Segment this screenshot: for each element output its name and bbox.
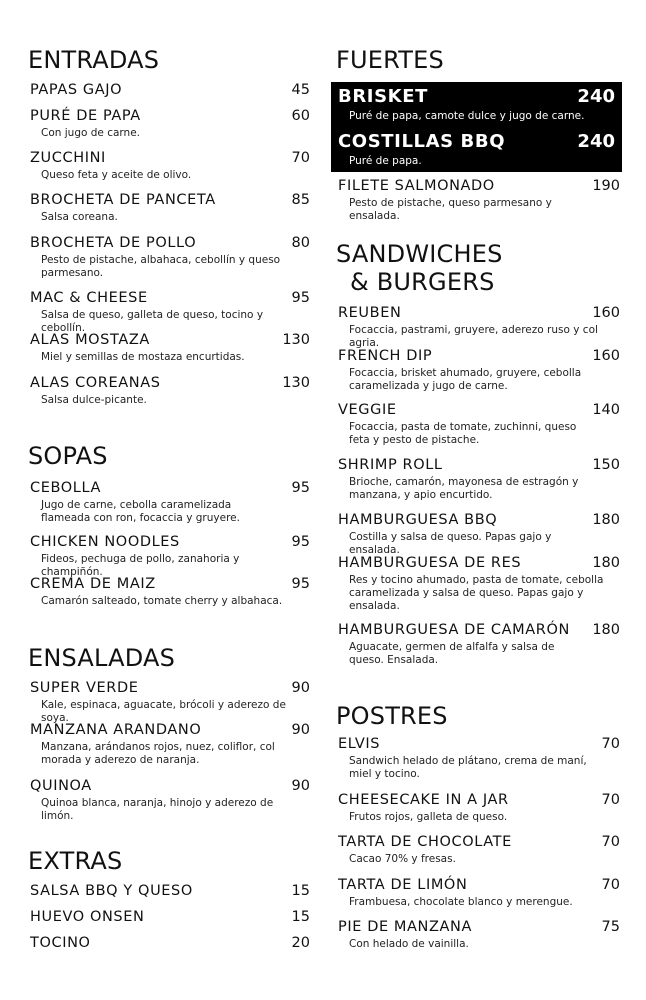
item-price: 160	[592, 348, 620, 364]
item-name: PURÉ DE PAPA	[30, 108, 141, 124]
item-description: Costilla y salsa de queso. Papas gajo y ensalada.	[349, 531, 552, 556]
menu-item	[28, 533, 312, 579]
menu-item	[336, 791, 622, 824]
item-name: ZUCCHINI	[30, 150, 106, 166]
item-description: Aguacate, germen de alfalfa y salsa de queso. Ensalada.	[349, 641, 555, 666]
item-price: 15	[291, 909, 310, 925]
menu-item	[28, 777, 312, 823]
item-description: Kale, espinaca, aguacate, brócoli y aderezo de soya.	[41, 699, 286, 724]
menu-item	[336, 735, 622, 781]
item-name: REUBEN	[338, 305, 402, 321]
item-price: 75	[601, 919, 620, 935]
item-price: 70	[601, 792, 620, 808]
item-price: 70	[601, 877, 620, 893]
item-price: 90	[291, 778, 310, 794]
item-description: Pesto de pistache, queso parmesano y ensalada.	[349, 197, 552, 222]
item-description: Miel y semillas de mostaza encurtidas.	[41, 351, 245, 363]
item-name: HUEVO ONSEN	[30, 909, 145, 925]
item-price: 130	[282, 332, 310, 348]
menu-item-featured	[336, 131, 617, 168]
item-name: PIE DE MANZANA	[338, 919, 473, 935]
item-name: ELVIS	[338, 736, 381, 752]
item-name: FRENCH DIP	[338, 348, 433, 364]
menu-item	[336, 401, 622, 447]
item-description: Camarón salteado, tomate cherry y albahaca.	[41, 595, 283, 607]
item-name: COSTILLAS BBQ	[338, 131, 506, 152]
section-title-sandwiches: SANDWICHES	[336, 240, 503, 268]
item-name: HAMBURGUESA DE CAMARÓN	[338, 622, 570, 638]
item-description: Res y tocino ahumado, pasta de tomate, cebolla caramelizada y salsa de queso. Papas gajo y ensalada.	[349, 574, 604, 612]
item-description: Con jugo de carne.	[41, 127, 141, 139]
section-title-burgers: & BURGERS	[350, 268, 495, 296]
item-name: CREMA DE MAIZ	[30, 576, 156, 592]
menu-item	[336, 347, 622, 393]
item-name: CEBOLLA	[30, 480, 102, 496]
menu-item	[28, 679, 312, 725]
item-price: 160	[592, 305, 620, 321]
item-price: 45	[291, 82, 310, 98]
menu-item	[28, 289, 312, 335]
item-description: Quinoa blanca, naranja, hinojo y aderezo de limón.	[41, 797, 274, 822]
menu-item	[28, 234, 312, 280]
item-price: 180	[592, 555, 620, 571]
item-description: Sandwich helado de plátano, crema de maní, miel y tocino.	[349, 755, 587, 780]
item-price: 180	[592, 622, 620, 638]
menu-item	[28, 721, 312, 767]
item-price: 95	[291, 534, 310, 550]
item-description: Brioche, camarón, mayonesa de estragón y manzana, y apio encurtido.	[349, 476, 579, 501]
menu-item	[336, 177, 622, 223]
section-title-sopas: SOPAS	[28, 442, 108, 470]
item-description: Manzana, arándanos rojos, nuez, coliflor, col morada y aderezo de naranja.	[41, 741, 275, 766]
item-price: 95	[291, 576, 310, 592]
menu-item	[28, 479, 312, 525]
item-price: 240	[577, 86, 615, 107]
item-price: 90	[291, 680, 310, 696]
item-price: 190	[592, 178, 620, 194]
menu-item	[336, 554, 622, 613]
menu-item	[28, 575, 312, 608]
item-description: Fideos, pechuga de pollo, zanahoria y champiñón.	[41, 553, 240, 578]
menu-item	[28, 331, 312, 364]
item-name: ALAS COREANAS	[30, 375, 161, 391]
menu-item	[28, 107, 312, 140]
item-price: 90	[291, 722, 310, 738]
item-price: 70	[291, 150, 310, 166]
item-description: Salsa coreana.	[41, 211, 118, 223]
item-name: CHEESECAKE IN A JAR	[338, 792, 509, 808]
item-name: BROCHETA DE POLLO	[30, 235, 197, 251]
item-name: BRISKET	[338, 86, 428, 107]
menu-item-featured	[336, 86, 617, 123]
item-description: Frutos rojos, galleta de queso.	[349, 811, 508, 823]
item-description: Pesto de pistache, albahaca, cebollín y queso parmesano.	[41, 254, 281, 279]
item-description: Frambuesa, chocolate blanco y merengue.	[349, 896, 573, 908]
menu-item	[336, 456, 622, 502]
section-title-postres: POSTRES	[336, 702, 448, 730]
item-name: CHICKEN NOODLES	[30, 534, 180, 550]
item-price: 80	[291, 235, 310, 251]
item-price: 60	[291, 108, 310, 124]
item-description: Focaccia, pastrami, gruyere, aderezo ruso y col agria.	[349, 324, 598, 349]
item-name: ALAS MOSTAZA	[30, 332, 150, 348]
menu-item	[336, 511, 622, 557]
item-name: HAMBURGUESA DE RES	[338, 555, 522, 571]
menu-item	[336, 304, 622, 350]
item-price: 180	[592, 512, 620, 528]
item-price: 150	[592, 457, 620, 473]
menu-item	[28, 882, 312, 900]
item-price: 95	[291, 480, 310, 496]
item-description: Focaccia, pasta de tomate, zuchinni, queso feta y pesto de pistache.	[349, 421, 577, 446]
item-price: 20	[291, 935, 310, 951]
item-name: SALSA BBQ Y QUESO	[30, 883, 193, 899]
item-price: 15	[291, 883, 310, 899]
menu-item	[28, 149, 312, 182]
item-description: Puré de papa.	[349, 155, 422, 167]
item-description: Focaccia, brisket ahumado, gruyere, cebolla caramelizada y jugo de carne.	[349, 367, 582, 392]
item-name: PAPAS GAJO	[30, 82, 123, 98]
section-title-entradas: ENTRADAS	[28, 46, 160, 74]
menu-item	[336, 918, 622, 951]
item-price: 85	[291, 192, 310, 208]
item-description: Queso feta y aceite de olivo.	[41, 169, 192, 181]
section-title-extras: EXTRAS	[28, 847, 123, 875]
section-title-fuertes: FUERTES	[336, 46, 444, 74]
menu-item	[28, 191, 312, 224]
item-name: HAMBURGUESA BBQ	[338, 512, 498, 528]
item-price: 240	[577, 131, 615, 152]
item-name: MANZANA ARANDANO	[30, 722, 202, 738]
item-name: TOCINO	[30, 935, 91, 951]
menu-item	[28, 374, 312, 407]
item-description: Con helado de vainilla.	[349, 938, 469, 950]
menu-item	[336, 621, 622, 667]
item-name: MAC & CHEESE	[30, 290, 148, 306]
menu-item	[336, 833, 622, 866]
menu-item	[28, 908, 312, 926]
item-description: Cacao 70% y fresas.	[349, 853, 456, 865]
item-price: 140	[592, 402, 620, 418]
featured-highlight-box	[331, 82, 622, 172]
item-price: 70	[601, 834, 620, 850]
item-name: FILETE SALMONADO	[338, 178, 495, 194]
item-description: Salsa dulce-picante.	[41, 394, 147, 406]
menu-item	[336, 876, 622, 909]
item-name: TARTA DE LIMÓN	[338, 877, 468, 893]
item-price: 70	[601, 736, 620, 752]
menu-item	[28, 81, 312, 99]
item-name: SHRIMP ROLL	[338, 457, 443, 473]
item-name: VEGGIE	[338, 402, 397, 418]
item-name: BROCHETA DE PANCETA	[30, 192, 216, 208]
item-name: SUPER VERDE	[30, 680, 139, 696]
item-name: QUINOA	[30, 778, 92, 794]
item-price: 95	[291, 290, 310, 306]
item-description: Salsa de queso, galleta de queso, tocino y cebollín.	[41, 309, 264, 334]
section-title-ensaladas: ENSALADAS	[28, 644, 176, 672]
item-price: 130	[282, 375, 310, 391]
item-description: Jugo de carne, cebolla caramelizada flameada con ron, focaccia y gruyere.	[41, 499, 240, 524]
item-description: Puré de papa, camote dulce y jugo de carne.	[349, 110, 585, 122]
item-name: TARTA DE CHOCOLATE	[338, 834, 512, 850]
menu-item	[28, 934, 312, 952]
